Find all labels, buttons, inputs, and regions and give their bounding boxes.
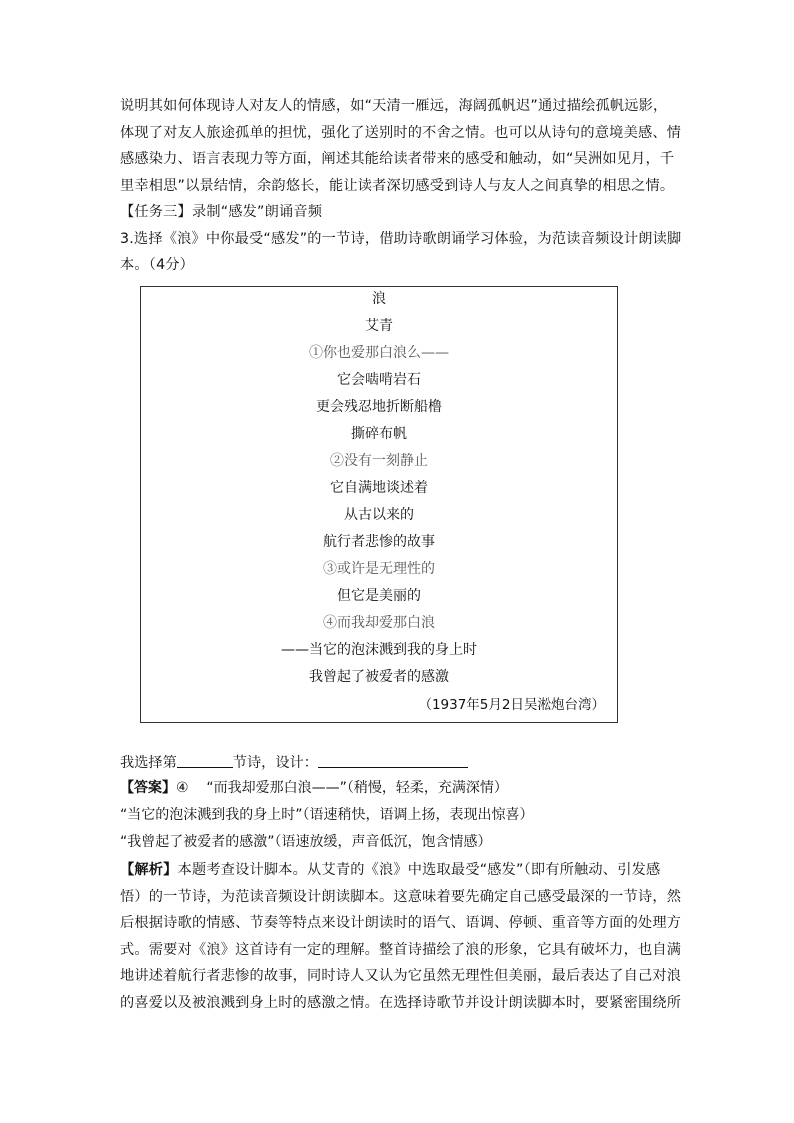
poem-line: 更会残忍地折断船橹 bbox=[316, 399, 442, 415]
poem-line: 航行者悲惨的故事 bbox=[323, 534, 435, 550]
poem-line: 撕碎布帆 bbox=[351, 426, 407, 442]
poem-line: 它会啮啃岩石 bbox=[337, 372, 421, 388]
answer-line: “我曾起了被爱者的感激”（语速放缓，声音低沉，饱含情感） bbox=[120, 834, 492, 850]
poem-line: 从古以来的 bbox=[344, 507, 414, 523]
poem-author: 艾青 bbox=[365, 318, 393, 334]
task-heading: 【任务三】录制“感发”朗诵音频 bbox=[120, 204, 323, 220]
design-blank[interactable] bbox=[318, 753, 468, 768]
intro-line: 感感染力、语言表现力等方面，阐述其能给读者带来的感受和触动，如“吴洲如见月，千 bbox=[120, 151, 675, 167]
poem-line: ——当它的泡沫溅到我的身上时 bbox=[281, 642, 477, 658]
poem-line: 但它是美丽的 bbox=[337, 588, 421, 604]
analysis-line: 式。需要对《浪》这首诗有一定的理解。整首诗描绘了浪的形象，它具有破坏力，也自满 bbox=[120, 941, 682, 958]
poem-line: ②没有一刻静止 bbox=[330, 453, 428, 469]
answer-number: ④ bbox=[176, 780, 189, 796]
question-line: 本。（4分） bbox=[120, 257, 195, 273]
answer-text: “而我却爱那白浪——”（稍慢，轻柔，充满深情） bbox=[206, 780, 508, 796]
answer-line bbox=[120, 777, 508, 799]
poem-line: 它自满地谈述着 bbox=[330, 480, 428, 496]
intro-line: 里幸相思”以景结情，余韵悠长，能让读者深切感受到诗人与友人之间真挚的相思之情。 bbox=[120, 177, 675, 194]
poem-line: ③或许是无理性的 bbox=[323, 561, 435, 577]
intro-line: 体现了对友人旅途孤单的担忧，强化了送别时的不舍之情。也可以从诗句的意境美感、情 bbox=[120, 124, 682, 141]
poem-line: ④而我却爱那白浪 bbox=[323, 615, 435, 631]
analysis-line: 悟）的一节诗，为范读音频设计朗读脚本。这意味着要先确定自己感受最深的一节诗，然 bbox=[120, 888, 682, 905]
analysis-line: 的喜爱以及被浪溅到身上时的感激之情。在选择诗歌节并设计朗读脚本时，要紧密围绕所 bbox=[120, 994, 682, 1011]
poem-box bbox=[140, 286, 618, 723]
analysis-label: 【解析】 bbox=[120, 862, 178, 878]
analysis-line: 地讲述着航行者悲惨的故事，同时诗人又认为它虽然无理性但美丽，最后表达了自己对浪 bbox=[120, 968, 682, 984]
poem-line: ①你也爱那白浪么—— bbox=[309, 345, 449, 361]
poem-line: 我曾起了被爱者的感激 bbox=[309, 669, 449, 685]
analysis-line bbox=[120, 857, 676, 884]
question-line: 3.选择《浪》中你最受“感发”的一节诗，借助诗歌朗诵学习体验，为范读音频设计朗读脚 bbox=[120, 230, 682, 247]
poem-date: （1937年5月2日吴淞炮台湾） bbox=[418, 697, 605, 713]
intro-line: 说明其如何体现诗人对友人的情感，如“天清一雁远，海阔孤帆迟”通过描绘孤帆远影， bbox=[120, 98, 668, 114]
intro-paragraph bbox=[120, 93, 682, 279]
answer-label: 【答案】 bbox=[120, 780, 176, 796]
analysis-paragraph bbox=[120, 857, 682, 1016]
answer-line: “当它的泡沫溅到我的身上时”（语速稍快，语调上扬，表现出惊喜） bbox=[120, 807, 534, 823]
stanza-blank[interactable] bbox=[177, 753, 233, 768]
poem-title: 浪 bbox=[372, 291, 386, 307]
fill-prefix: 我选择第 bbox=[120, 755, 177, 771]
analysis-text: 本题考查设计脚本。从艾青的《浪》中选取最受“感发”（即有所触动、引发感 bbox=[177, 862, 661, 878]
fill-in-line bbox=[120, 752, 468, 774]
fill-middle: 节诗，设计： bbox=[232, 755, 318, 771]
analysis-line: 后根据诗歌的情感、节奏等特点来设计朗读时的语气、语调、停顿、重音等方面的处理方 bbox=[120, 915, 682, 931]
